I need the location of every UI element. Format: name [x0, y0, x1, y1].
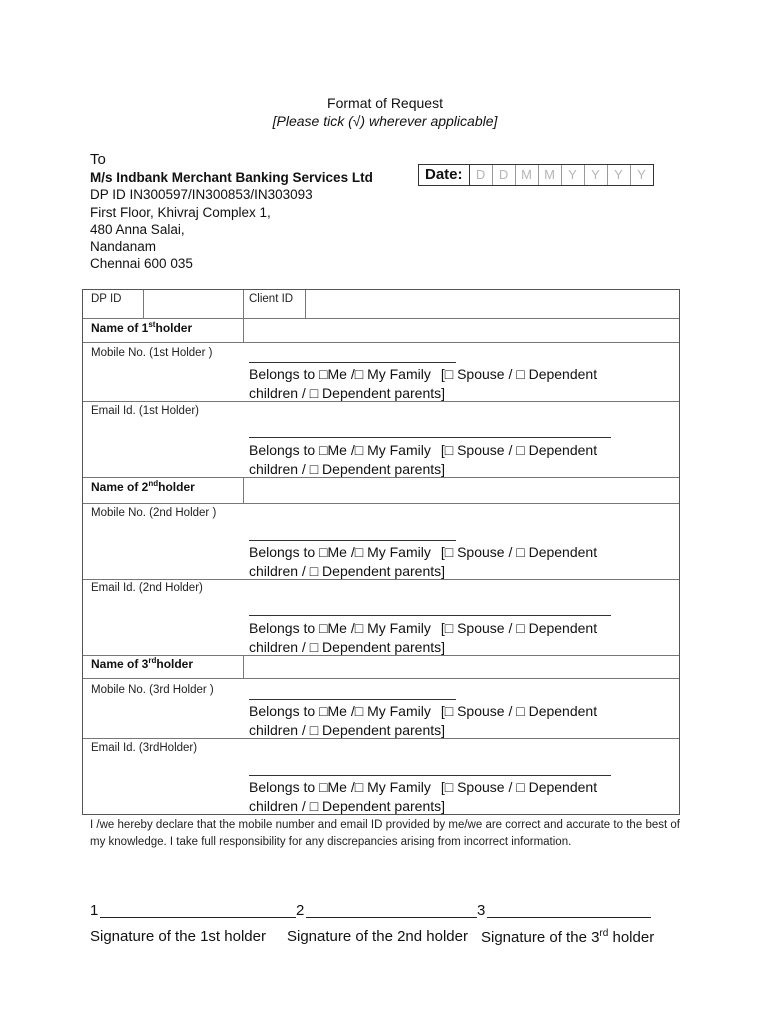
belongs-options: Belongs to □Me /□ My Family: [249, 366, 431, 382]
address-company: M/s Indbank Merchant Banking Services Ltd: [90, 170, 373, 185]
signature-3-label-tail: holder: [608, 929, 655, 946]
date-field[interactable]: [418, 164, 654, 186]
belongs-options-tail: [□ Spouse / □ Dependent: [440, 703, 598, 719]
holder1-mobile-input-line[interactable]: [249, 362, 456, 363]
date-cell-year-2[interactable]: Y: [585, 165, 608, 185]
belongs-options-tail: [□ Spouse / □ Dependent: [440, 544, 598, 560]
belongs-options-line2: children / □ Dependent parents]: [249, 797, 446, 814]
table-divider: [243, 290, 244, 318]
holder2-name-tail: holder: [158, 480, 195, 494]
holder3-name-tail: holder: [156, 657, 194, 671]
holder1-name-sup: st: [148, 320, 156, 329]
belongs-options: Belongs to □Me /□ My Family: [249, 779, 431, 795]
belongs-options-line2: children / □ Dependent parents]: [249, 384, 446, 401]
holder3-email-belongs[interactable]: [249, 778, 677, 815]
address-to: To: [90, 151, 106, 168]
belongs-options-line2: children / □ Dependent parents]: [249, 721, 446, 738]
table-row-border: [83, 678, 679, 679]
holder2-mobile-input-line[interactable]: [249, 540, 456, 541]
belongs-options: Belongs to □Me /□ My Family: [249, 703, 431, 719]
recipient-address: [90, 151, 373, 273]
table-row-border: [83, 342, 679, 343]
belongs-options-tail: [□ Spouse / □ Dependent: [440, 442, 598, 458]
holder1-email-label: Email Id. (1st Holder): [91, 405, 200, 417]
holder2-email-label: Email Id. (2nd Holder): [91, 582, 203, 594]
signature-3-label: [481, 928, 654, 946]
holder1-mobile-label: Mobile No. (1st Holder ): [91, 347, 213, 359]
holder3-name-label-text: Name of 3: [91, 657, 149, 671]
date-cell-year-1[interactable]: Y: [562, 165, 585, 185]
belongs-options-tail: [□ Spouse / □ Dependent: [440, 620, 598, 636]
signature-1-label: Signature of the 1st holder: [90, 928, 266, 945]
date-cell-month-2[interactable]: M: [539, 165, 562, 185]
holder2-name-input[interactable]: [244, 478, 678, 502]
signature-3-label-sup: rd: [599, 928, 609, 939]
signature-3-number: 3: [477, 902, 486, 919]
date-cell-day-2[interactable]: D: [493, 165, 516, 185]
client-id-label: Client ID: [249, 293, 294, 305]
holder1-mobile-belongs[interactable]: [249, 365, 677, 402]
holder3-email-label: Email Id. (3rdHolder): [91, 742, 198, 754]
dp-id-label: DP ID: [91, 293, 122, 305]
belongs-options-line2: children / □ Dependent parents]: [249, 562, 446, 579]
holder3-name-sup: rd: [148, 656, 157, 665]
holder1-name-label: [91, 320, 192, 335]
belongs-options-tail: [□ Spouse / □ Dependent: [440, 779, 598, 795]
holder1-name-tail: holder: [155, 321, 193, 335]
form-subtitle: [Please tick (√) wherever applicable]: [272, 113, 498, 129]
signature-3-line[interactable]: [487, 917, 651, 918]
date-cell-year-4[interactable]: Y: [637, 167, 646, 182]
signature-1-line[interactable]: [100, 917, 296, 918]
date-cell-month-1[interactable]: M: [516, 165, 539, 185]
address-line2: 480 Anna Salai,: [90, 221, 185, 237]
address-line3: Nandanam: [90, 239, 157, 255]
holder2-name-label: [91, 479, 195, 494]
address-line4: Chennai 600 035: [90, 256, 193, 272]
belongs-options-line2: children / □ Dependent parents]: [249, 638, 446, 655]
declaration-text: I /we hereby declare that the mobile number and email ID provided by me/we are correct and accurate to the best of my knowledge. I take full responsibility for any discrepancies arising from incorrect information.: [90, 819, 680, 848]
signature-3-label-text: Signature of the 3: [481, 929, 600, 946]
holder3-mobile-label: Mobile No. (3rd Holder ): [91, 684, 214, 696]
signature-2-number: 2: [296, 902, 305, 919]
address-line1: First Floor, Khivraj Complex 1,: [90, 204, 271, 220]
holder3-name-input[interactable]: [244, 656, 678, 677]
belongs-options: Belongs to □Me /□ My Family: [249, 544, 431, 560]
signature-2-line[interactable]: [306, 917, 477, 918]
holder3-mobile-input-line[interactable]: [249, 699, 456, 700]
holder-details-table: [82, 289, 680, 815]
belongs-options-tail: [□ Spouse / □ Dependent: [440, 366, 598, 382]
holder2-mobile-label: Mobile No. (2nd Holder ): [91, 507, 217, 519]
holder1-name-input[interactable]: [244, 319, 678, 341]
holder3-name-label: [91, 656, 193, 671]
belongs-options-line2: children / □ Dependent parents]: [249, 460, 446, 477]
signature-1-number: 1: [90, 902, 99, 919]
holder3-email-input-line[interactable]: [249, 775, 611, 776]
holder1-email-input-line[interactable]: [249, 437, 611, 438]
date-cell-day-1[interactable]: D: [470, 165, 493, 185]
date-cell-year-3[interactable]: Y: [608, 165, 631, 185]
form-title: Format of Request: [327, 95, 443, 111]
holder2-name-label-text: Name of 2: [91, 480, 149, 494]
holder2-mobile-belongs[interactable]: [249, 543, 677, 580]
belongs-options: Belongs to □Me /□ My Family: [249, 442, 431, 458]
signature-lines: [90, 902, 660, 924]
table-row-border: [83, 503, 679, 504]
holder1-name-label-text: Name of 1: [91, 321, 149, 335]
signature-2-label: Signature of the 2nd holder: [287, 928, 468, 945]
holder2-email-input-line[interactable]: [249, 615, 611, 616]
address-dp-ids: DP ID IN300597/IN300853/IN303093: [90, 187, 313, 203]
holder2-name-sup: nd: [148, 479, 159, 488]
holder3-mobile-belongs[interactable]: [249, 702, 677, 739]
date-label: Date:: [419, 165, 470, 185]
holder1-email-belongs[interactable]: [249, 441, 677, 478]
client-id-input[interactable]: [306, 291, 678, 317]
belongs-options: Belongs to □Me /□ My Family: [249, 620, 431, 636]
dp-id-input[interactable]: [144, 291, 242, 317]
holder2-email-belongs[interactable]: [249, 619, 677, 656]
